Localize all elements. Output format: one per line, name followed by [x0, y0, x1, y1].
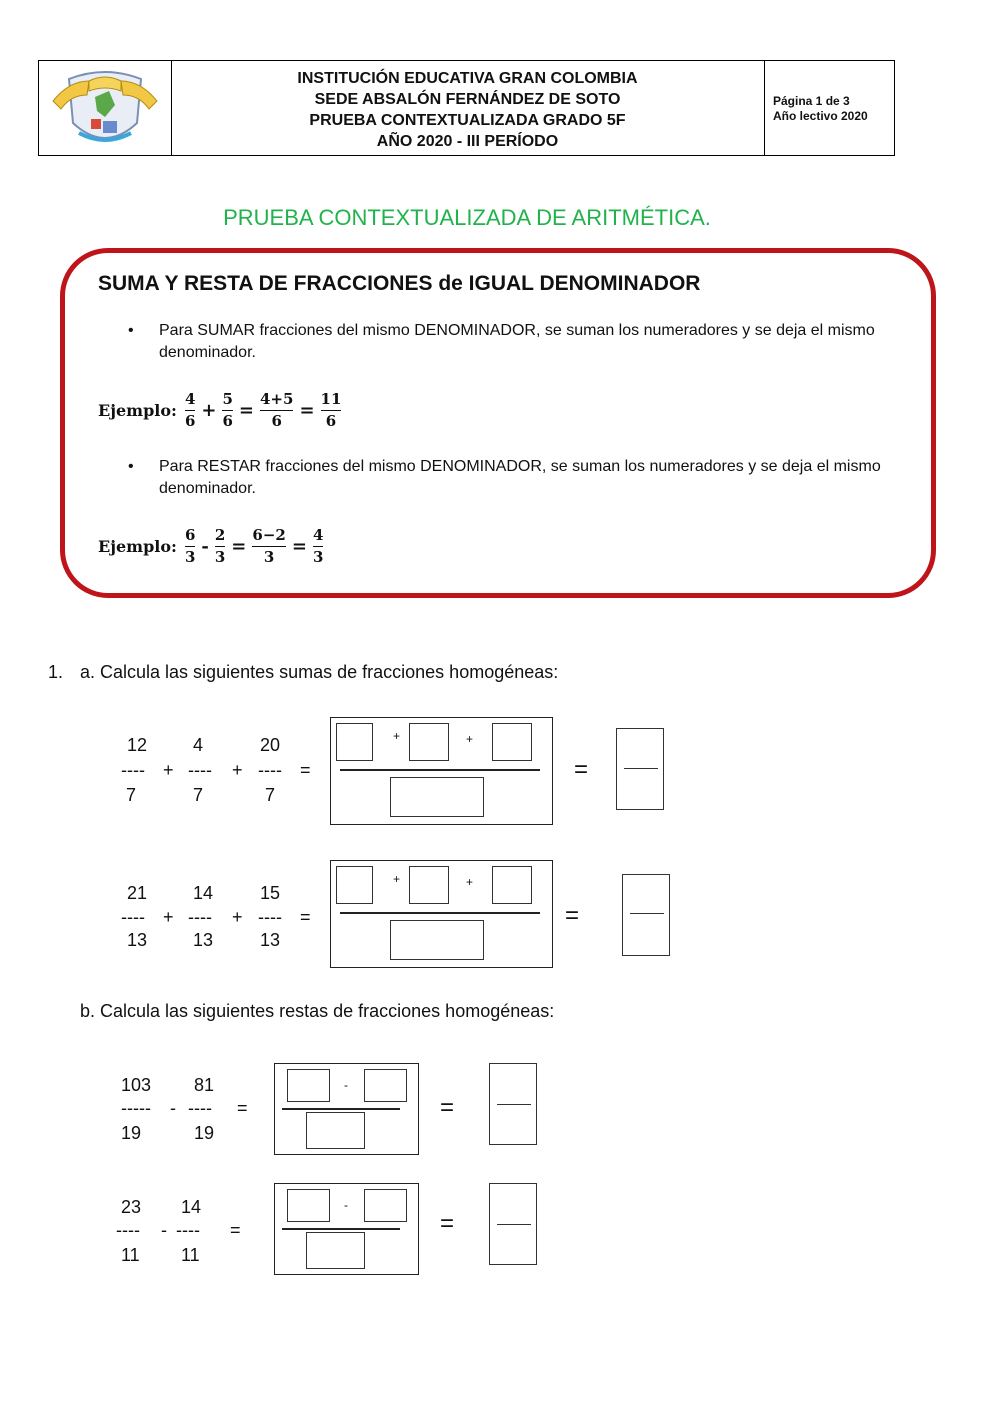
denominator: 19 [194, 1123, 215, 1143]
school-logo-icon [39, 61, 171, 157]
fraction-bar: ---- [258, 760, 282, 780]
plus-sign: + [232, 907, 243, 927]
numerator-input-box[interactable] [492, 866, 532, 904]
equals-sign: = [574, 756, 589, 783]
header-line-2: SEDE ABSALÓN FERNÁNDEZ DE SOTO [314, 91, 621, 108]
denominator-input-box[interactable] [390, 777, 484, 817]
result-fraction-line [497, 1224, 531, 1225]
plus-sign: + [393, 872, 401, 886]
minus-sign: - [344, 1078, 348, 1092]
numerator: 14 [193, 883, 214, 903]
numerator: 20 [260, 735, 281, 755]
fraction-line [340, 912, 540, 914]
equals-sign: = [237, 1098, 248, 1118]
result-input-box[interactable] [616, 728, 664, 810]
header-line-4: AÑO 2020 - III PERÍODO [376, 133, 559, 150]
page-number: Página 1 de 3 [773, 94, 850, 108]
header-line-3: PRUEBA CONTEXTUALIZADA GRADO 5F [309, 112, 626, 129]
numerator: 21 [127, 883, 148, 903]
fraction-line [282, 1108, 400, 1110]
fraction-bar: ---- [121, 907, 145, 927]
equals-sign: = [230, 1220, 241, 1240]
denominator-input-box[interactable] [390, 920, 484, 960]
numerator: 14 [181, 1197, 202, 1217]
denominator-input-box[interactable] [306, 1232, 365, 1269]
fraction: $\frac{6}{3}$ [184, 525, 196, 566]
fraction-bar: ---- [176, 1220, 200, 1240]
numerator: 81 [194, 1075, 215, 1095]
example-sum [98, 380, 343, 440]
denominator: 13 [127, 930, 148, 950]
question-1b-text: b. Calcula las siguientes restas de fracciones homogéneas: [80, 1001, 555, 1021]
logo-cell [39, 61, 172, 155]
minus-sign: - [161, 1220, 167, 1240]
numerator-input-box[interactable] [364, 1069, 407, 1102]
fraction: $\frac{4+5}{6}$ [260, 389, 294, 430]
fraction: $\frac{4}{3}$ [312, 525, 324, 566]
fraction-bar: ---- [258, 907, 282, 927]
equals: = [231, 535, 247, 557]
denominator-input-box[interactable] [306, 1112, 365, 1149]
equals: = [299, 399, 315, 421]
numerator: 23 [121, 1197, 142, 1217]
numerator-input-box[interactable] [492, 723, 532, 761]
numerator-input-box[interactable] [287, 1189, 330, 1222]
minus-sign: - [344, 1198, 348, 1212]
fraction-line [340, 769, 540, 771]
header-titles [171, 61, 764, 155]
fraction-bar: ---- [116, 1220, 140, 1240]
bullet-dot: • [128, 322, 134, 339]
fraction: $\frac{5}{6}$ [222, 389, 233, 430]
equals: = [238, 399, 254, 421]
numerator-input-box[interactable] [336, 723, 373, 761]
numerator: 15 [260, 883, 281, 903]
numerator-input-box[interactable] [409, 866, 449, 904]
numerator: 103 [121, 1075, 152, 1095]
plus-sign: + [466, 732, 474, 746]
numerator-input-box[interactable] [409, 723, 449, 761]
school-year: Año lectivo 2020 [773, 109, 868, 123]
example-label: Ejemplo: [98, 536, 177, 556]
question-1a-text: a. Calcula las siguientes sumas de fracciones homogéneas: [80, 662, 559, 682]
equals-sign: = [440, 1210, 455, 1237]
page-title: PRUEBA CONTEXTUALIZADA DE ARITMÉTICA. [223, 205, 711, 230]
operator: + [201, 399, 217, 421]
fraction-bar: ---- [188, 1098, 212, 1118]
numerator-input-box[interactable] [287, 1069, 330, 1102]
numerator: 4 [193, 735, 204, 755]
question-number: 1. [48, 662, 64, 682]
header-line-1: INSTITUCIÓN EDUCATIVA GRAN COLOMBIA [297, 70, 638, 87]
denominator: 7 [126, 785, 137, 805]
fraction: $\frac{11}{6}$ [320, 389, 342, 430]
denominator: 13 [260, 930, 281, 950]
bullet-diff-text: Para RESTAR fracciones del mismo DENOMINADOR, se suman los numeradores y se deja el mismo denominador. [159, 458, 881, 497]
numerator: 12 [127, 735, 148, 755]
plus-sign: + [163, 907, 174, 927]
equals-sign: = [565, 902, 580, 929]
fraction-bar: ---- [121, 760, 145, 780]
plus-sign: + [163, 760, 174, 780]
bullet-dot: • [128, 458, 134, 475]
fraction: $\frac{6-2}{3}$ [252, 525, 286, 566]
fraction-bar: ---- [188, 907, 212, 927]
example-label: Ejemplo: [98, 400, 177, 420]
fraction-bar: ---- [188, 760, 212, 780]
result-input-box[interactable] [622, 874, 670, 956]
example-diff [98, 516, 325, 576]
result-fraction-line [497, 1104, 531, 1105]
minus-sign: - [170, 1098, 176, 1118]
denominator: 13 [193, 930, 214, 950]
plus-sign: + [393, 729, 401, 743]
numerator-input-box[interactable] [364, 1189, 407, 1222]
result-fraction-line [624, 768, 658, 769]
info-heading: SUMA Y RESTA DE FRACCIONES de IGUAL DENOMINADOR [98, 272, 701, 295]
result-fraction-line [630, 913, 664, 914]
numerator-input-box[interactable] [336, 866, 373, 904]
bullet-sum-text: Para SUMAR fracciones del mismo DENOMINADOR, se suman los numeradores y se deja el mismo denominador. [159, 322, 875, 361]
denominator: 7 [193, 785, 204, 805]
fraction-bar: ----- [121, 1098, 151, 1118]
fraction-line [282, 1228, 400, 1230]
fraction: $\frac{2}{3}$ [214, 525, 226, 566]
equals-sign: = [300, 907, 311, 927]
header-table [38, 60, 895, 156]
page-info-cell [764, 61, 895, 155]
fraction: $\frac{4}{6}$ [184, 389, 196, 430]
denominator: 7 [265, 785, 276, 805]
plus-sign: + [232, 760, 243, 780]
denominator: 11 [121, 1245, 140, 1265]
denominator: 19 [121, 1123, 142, 1143]
equals-sign: = [300, 760, 311, 780]
operator: - [201, 535, 209, 557]
denominator: 11 [181, 1245, 200, 1265]
plus-sign: + [466, 875, 474, 889]
equals: = [291, 535, 307, 557]
equals-sign: = [440, 1094, 455, 1121]
